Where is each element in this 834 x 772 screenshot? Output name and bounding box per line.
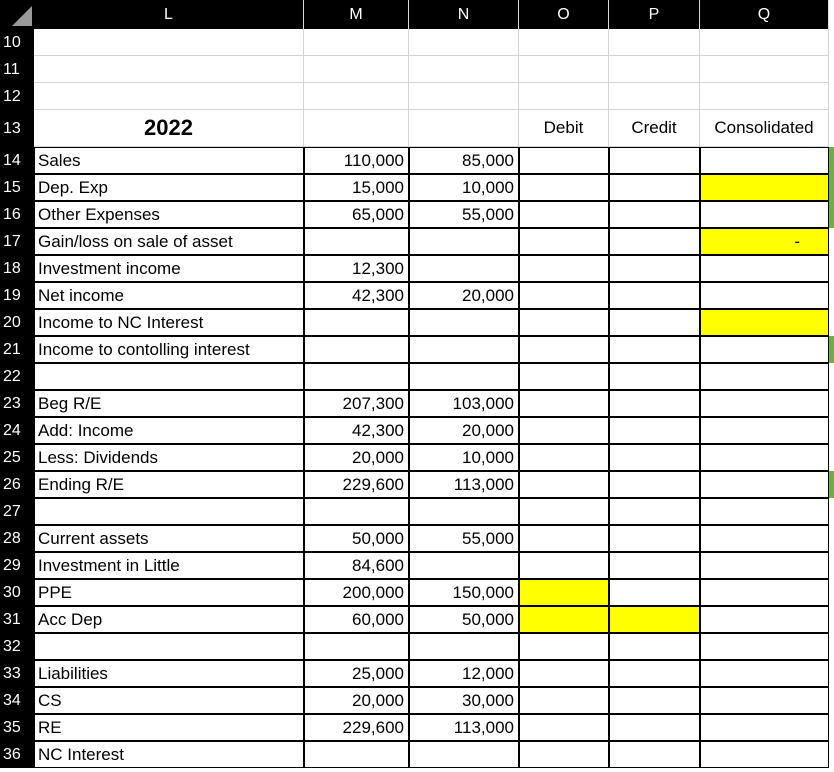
credit-cell[interactable] bbox=[609, 309, 700, 336]
parent-value[interactable]: 229,600 bbox=[304, 714, 409, 741]
column-header-n[interactable]: N bbox=[409, 0, 519, 29]
sub-value[interactable] bbox=[409, 309, 519, 336]
credit-cell[interactable] bbox=[609, 201, 700, 228]
cell-m13[interactable] bbox=[304, 110, 409, 147]
row-header-10[interactable]: 10 bbox=[0, 29, 34, 56]
credit-cell[interactable] bbox=[609, 498, 700, 525]
consolidated-cell[interactable] bbox=[700, 363, 829, 390]
credit-cell[interactable] bbox=[609, 552, 700, 579]
credit-cell[interactable] bbox=[609, 336, 700, 363]
line-label[interactable]: PPE bbox=[34, 579, 304, 606]
line-label[interactable]: Acc Dep bbox=[34, 606, 304, 633]
row-header-21[interactable]: 21 bbox=[0, 336, 34, 363]
parent-value[interactable] bbox=[304, 741, 409, 768]
parent-value[interactable]: 25,000 bbox=[304, 660, 409, 687]
row-header-22[interactable]: 22 bbox=[0, 363, 34, 390]
parent-value[interactable] bbox=[304, 228, 409, 255]
line-label[interactable]: Investment in Little bbox=[34, 552, 304, 579]
credit-cell[interactable] bbox=[609, 417, 700, 444]
consolidated-cell[interactable] bbox=[700, 471, 829, 498]
credit-cell[interactable] bbox=[609, 228, 700, 255]
credit-cell[interactable] bbox=[609, 282, 700, 309]
column-header-q[interactable]: Q bbox=[700, 0, 829, 29]
parent-value[interactable]: 200,000 bbox=[304, 579, 409, 606]
sub-value[interactable]: 103,000 bbox=[409, 390, 519, 417]
row-header-11[interactable]: 11 bbox=[0, 56, 34, 83]
line-label[interactable]: Net income bbox=[34, 282, 304, 309]
credit-cell[interactable] bbox=[609, 633, 700, 660]
credit-cell[interactable] bbox=[609, 525, 700, 552]
sub-value[interactable]: 50,000 bbox=[409, 606, 519, 633]
parent-value[interactable] bbox=[304, 633, 409, 660]
line-label[interactable] bbox=[34, 363, 304, 390]
debit-cell[interactable] bbox=[519, 363, 609, 390]
consolidated-cell[interactable] bbox=[700, 201, 829, 228]
green-status-marker bbox=[829, 471, 834, 498]
green-status-marker bbox=[829, 174, 834, 201]
sub-value[interactable] bbox=[409, 633, 519, 660]
consolidated-cell[interactable] bbox=[700, 606, 829, 633]
cell-m10[interactable] bbox=[304, 29, 409, 56]
line-label[interactable]: Less: Dividends bbox=[34, 444, 304, 471]
sub-value[interactable] bbox=[409, 255, 519, 282]
debit-cell[interactable] bbox=[519, 444, 609, 471]
debit-header[interactable]: Debit bbox=[519, 110, 609, 147]
credit-cell[interactable] bbox=[609, 606, 700, 633]
parent-value[interactable]: 20,000 bbox=[304, 444, 409, 471]
consolidated-cell[interactable] bbox=[700, 741, 829, 768]
row-header-31[interactable]: 31 bbox=[0, 606, 34, 633]
parent-value[interactable] bbox=[304, 363, 409, 390]
consolidated-cell[interactable] bbox=[700, 147, 829, 174]
sub-value[interactable] bbox=[409, 741, 519, 768]
parent-value[interactable]: 50,000 bbox=[304, 525, 409, 552]
debit-cell[interactable] bbox=[519, 309, 609, 336]
cell-p11[interactable] bbox=[609, 56, 700, 83]
row-header-13[interactable]: 13 bbox=[0, 110, 34, 147]
parent-value[interactable]: 15,000 bbox=[304, 174, 409, 201]
debit-cell[interactable] bbox=[519, 417, 609, 444]
sub-value[interactable]: 12,000 bbox=[409, 660, 519, 687]
cell-m11[interactable] bbox=[304, 56, 409, 83]
cell-q12[interactable] bbox=[700, 83, 829, 110]
consolidated-cell[interactable] bbox=[700, 309, 829, 336]
consolidated-cell[interactable] bbox=[700, 174, 829, 201]
debit-cell[interactable] bbox=[519, 714, 609, 741]
credit-cell[interactable] bbox=[609, 714, 700, 741]
row-header-14[interactable]: 14 bbox=[0, 147, 34, 174]
column-header-p[interactable]: P bbox=[609, 0, 700, 29]
credit-cell[interactable] bbox=[609, 147, 700, 174]
row-header-32[interactable]: 32 bbox=[0, 633, 34, 660]
sub-value[interactable] bbox=[409, 363, 519, 390]
green-status-marker bbox=[829, 147, 834, 174]
credit-cell[interactable] bbox=[609, 471, 700, 498]
row-header-16[interactable]: 16 bbox=[0, 201, 34, 228]
row-header-26[interactable]: 26 bbox=[0, 471, 34, 498]
credit-cell[interactable] bbox=[609, 174, 700, 201]
cell-l12[interactable] bbox=[34, 83, 304, 110]
row-header-29[interactable]: 29 bbox=[0, 552, 34, 579]
row-header-34[interactable]: 34 bbox=[0, 687, 34, 714]
cell-q11[interactable] bbox=[700, 56, 829, 83]
line-label[interactable]: Income to NC Interest bbox=[34, 309, 304, 336]
line-label[interactable]: Liabilities bbox=[34, 660, 304, 687]
credit-cell[interactable] bbox=[609, 687, 700, 714]
line-label[interactable]: Gain/loss on sale of asset bbox=[34, 228, 304, 255]
cell-o12[interactable] bbox=[519, 83, 609, 110]
debit-cell[interactable] bbox=[519, 606, 609, 633]
sub-value[interactable]: 150,000 bbox=[409, 579, 519, 606]
debit-cell[interactable] bbox=[519, 525, 609, 552]
sub-value[interactable] bbox=[409, 336, 519, 363]
cell-o10[interactable] bbox=[519, 29, 609, 56]
credit-cell[interactable] bbox=[609, 390, 700, 417]
row-header-17[interactable]: 17 bbox=[0, 228, 34, 255]
sub-value[interactable]: 10,000 bbox=[409, 174, 519, 201]
line-label[interactable]: Beg R/E bbox=[34, 390, 304, 417]
column-header-m[interactable]: M bbox=[304, 0, 409, 29]
consolidated-cell[interactable] bbox=[700, 552, 829, 579]
cell-n13[interactable] bbox=[409, 110, 519, 147]
cell-n10[interactable] bbox=[409, 29, 519, 56]
consolidated-cell[interactable] bbox=[700, 633, 829, 660]
cell-p10[interactable] bbox=[609, 29, 700, 56]
consolidated-cell[interactable] bbox=[700, 390, 829, 417]
row-header-28[interactable]: 28 bbox=[0, 525, 34, 552]
year-label[interactable]: 2022 bbox=[34, 110, 304, 147]
consolidated-cell[interactable] bbox=[700, 336, 829, 363]
debit-cell[interactable] bbox=[519, 201, 609, 228]
sub-value[interactable]: 113,000 bbox=[409, 714, 519, 741]
line-label[interactable]: Other Expenses bbox=[34, 201, 304, 228]
cell-n11[interactable] bbox=[409, 56, 519, 83]
debit-cell[interactable] bbox=[519, 390, 609, 417]
debit-cell[interactable] bbox=[519, 660, 609, 687]
row-header-24[interactable]: 24 bbox=[0, 417, 34, 444]
sub-value[interactable] bbox=[409, 498, 519, 525]
consolidated-cell[interactable] bbox=[700, 579, 829, 606]
credit-cell[interactable] bbox=[609, 579, 700, 606]
green-status-marker bbox=[829, 336, 834, 363]
parent-value[interactable]: 60,000 bbox=[304, 606, 409, 633]
column-header-o[interactable]: O bbox=[519, 0, 609, 29]
line-label[interactable]: Dep. Exp bbox=[34, 174, 304, 201]
consolidated-cell[interactable] bbox=[700, 255, 829, 282]
column-header-l[interactable]: L bbox=[34, 0, 304, 29]
parent-value[interactable]: 12,300 bbox=[304, 255, 409, 282]
credit-cell[interactable] bbox=[609, 363, 700, 390]
sub-value[interactable]: 55,000 bbox=[409, 201, 519, 228]
parent-value[interactable]: 42,300 bbox=[304, 282, 409, 309]
debit-cell[interactable] bbox=[519, 579, 609, 606]
row-header-30[interactable]: 30 bbox=[0, 579, 34, 606]
sub-value[interactable]: 10,000 bbox=[409, 444, 519, 471]
sub-value[interactable] bbox=[409, 552, 519, 579]
cell-m12[interactable] bbox=[304, 83, 409, 110]
parent-value[interactable]: 20,000 bbox=[304, 687, 409, 714]
parent-value[interactable]: 42,300 bbox=[304, 417, 409, 444]
select-all-triangle-icon bbox=[12, 6, 32, 26]
consolidated-cell[interactable] bbox=[700, 525, 829, 552]
debit-cell[interactable] bbox=[519, 228, 609, 255]
consolidated-cell[interactable] bbox=[700, 687, 829, 714]
line-label[interactable]: CS bbox=[34, 687, 304, 714]
parent-value[interactable]: 84,600 bbox=[304, 552, 409, 579]
debit-cell[interactable] bbox=[519, 147, 609, 174]
line-label[interactable]: Ending R/E bbox=[34, 471, 304, 498]
row-header-36[interactable]: 36 bbox=[0, 741, 34, 768]
cell-l11[interactable] bbox=[34, 56, 304, 83]
line-label[interactable]: NC Interest bbox=[34, 741, 304, 768]
cell-l10[interactable] bbox=[34, 29, 304, 56]
parent-value[interactable] bbox=[304, 309, 409, 336]
row-header-33[interactable]: 33 bbox=[0, 660, 34, 687]
parent-value[interactable] bbox=[304, 336, 409, 363]
consolidated-cell[interactable] bbox=[700, 417, 829, 444]
credit-cell[interactable] bbox=[609, 255, 700, 282]
cell-n12[interactable] bbox=[409, 83, 519, 110]
row-header-12[interactable]: 12 bbox=[0, 83, 34, 110]
parent-value[interactable]: 110,000 bbox=[304, 147, 409, 174]
credit-cell[interactable] bbox=[609, 741, 700, 768]
line-label[interactable] bbox=[34, 633, 304, 660]
consolidated-cell[interactable] bbox=[700, 498, 829, 525]
consolidated-cell[interactable] bbox=[700, 660, 829, 687]
row-header-18[interactable]: 18 bbox=[0, 255, 34, 282]
sub-value[interactable]: 55,000 bbox=[409, 525, 519, 552]
debit-cell[interactable] bbox=[519, 498, 609, 525]
consolidated-cell[interactable] bbox=[700, 714, 829, 741]
row-header-19[interactable]: 19 bbox=[0, 282, 34, 309]
consolidated-cell[interactable] bbox=[700, 282, 829, 309]
debit-cell[interactable] bbox=[519, 282, 609, 309]
consolidated-cell[interactable] bbox=[700, 444, 829, 471]
sub-value[interactable] bbox=[409, 228, 519, 255]
sub-value[interactable]: 20,000 bbox=[409, 282, 519, 309]
sub-value[interactable]: 20,000 bbox=[409, 417, 519, 444]
consolidated-cell[interactable]: - bbox=[700, 228, 829, 255]
debit-cell[interactable] bbox=[519, 336, 609, 363]
row-header-23[interactable]: 23 bbox=[0, 390, 34, 417]
line-label[interactable]: Sales bbox=[34, 147, 304, 174]
row-header-27[interactable]: 27 bbox=[0, 498, 34, 525]
cell-p12[interactable] bbox=[609, 83, 700, 110]
row-header-35[interactable]: 35 bbox=[0, 714, 34, 741]
consolidated-header[interactable]: Consolidated bbox=[700, 110, 829, 147]
line-label[interactable]: Current assets bbox=[34, 525, 304, 552]
debit-cell[interactable] bbox=[519, 174, 609, 201]
credit-cell[interactable] bbox=[609, 660, 700, 687]
cell-o11[interactable] bbox=[519, 56, 609, 83]
sub-value[interactable]: 85,000 bbox=[409, 147, 519, 174]
debit-cell[interactable] bbox=[519, 741, 609, 768]
row-header-20[interactable]: 20 bbox=[0, 309, 34, 336]
line-label[interactable]: Add: Income bbox=[34, 417, 304, 444]
parent-value[interactable]: 229,600 bbox=[304, 471, 409, 498]
row-header-25[interactable]: 25 bbox=[0, 444, 34, 471]
line-label[interactable]: RE bbox=[34, 714, 304, 741]
row-header-15[interactable]: 15 bbox=[0, 174, 34, 201]
line-label[interactable] bbox=[34, 498, 304, 525]
sub-value[interactable]: 30,000 bbox=[409, 687, 519, 714]
line-label[interactable]: Income to contolling interest bbox=[34, 336, 304, 363]
sub-value[interactable]: 113,000 bbox=[409, 471, 519, 498]
line-label[interactable]: Investment income bbox=[34, 255, 304, 282]
credit-header[interactable]: Credit bbox=[609, 110, 700, 147]
credit-cell[interactable] bbox=[609, 444, 700, 471]
debit-cell[interactable] bbox=[519, 255, 609, 282]
debit-cell[interactable] bbox=[519, 687, 609, 714]
green-status-marker bbox=[829, 201, 834, 228]
debit-cell[interactable] bbox=[519, 552, 609, 579]
parent-value[interactable]: 207,300 bbox=[304, 390, 409, 417]
debit-cell[interactable] bbox=[519, 633, 609, 660]
parent-value[interactable]: 65,000 bbox=[304, 201, 409, 228]
debit-cell[interactable] bbox=[519, 471, 609, 498]
cell-q10[interactable] bbox=[700, 29, 829, 56]
select-all-corner[interactable] bbox=[0, 0, 34, 29]
parent-value[interactable] bbox=[304, 498, 409, 525]
